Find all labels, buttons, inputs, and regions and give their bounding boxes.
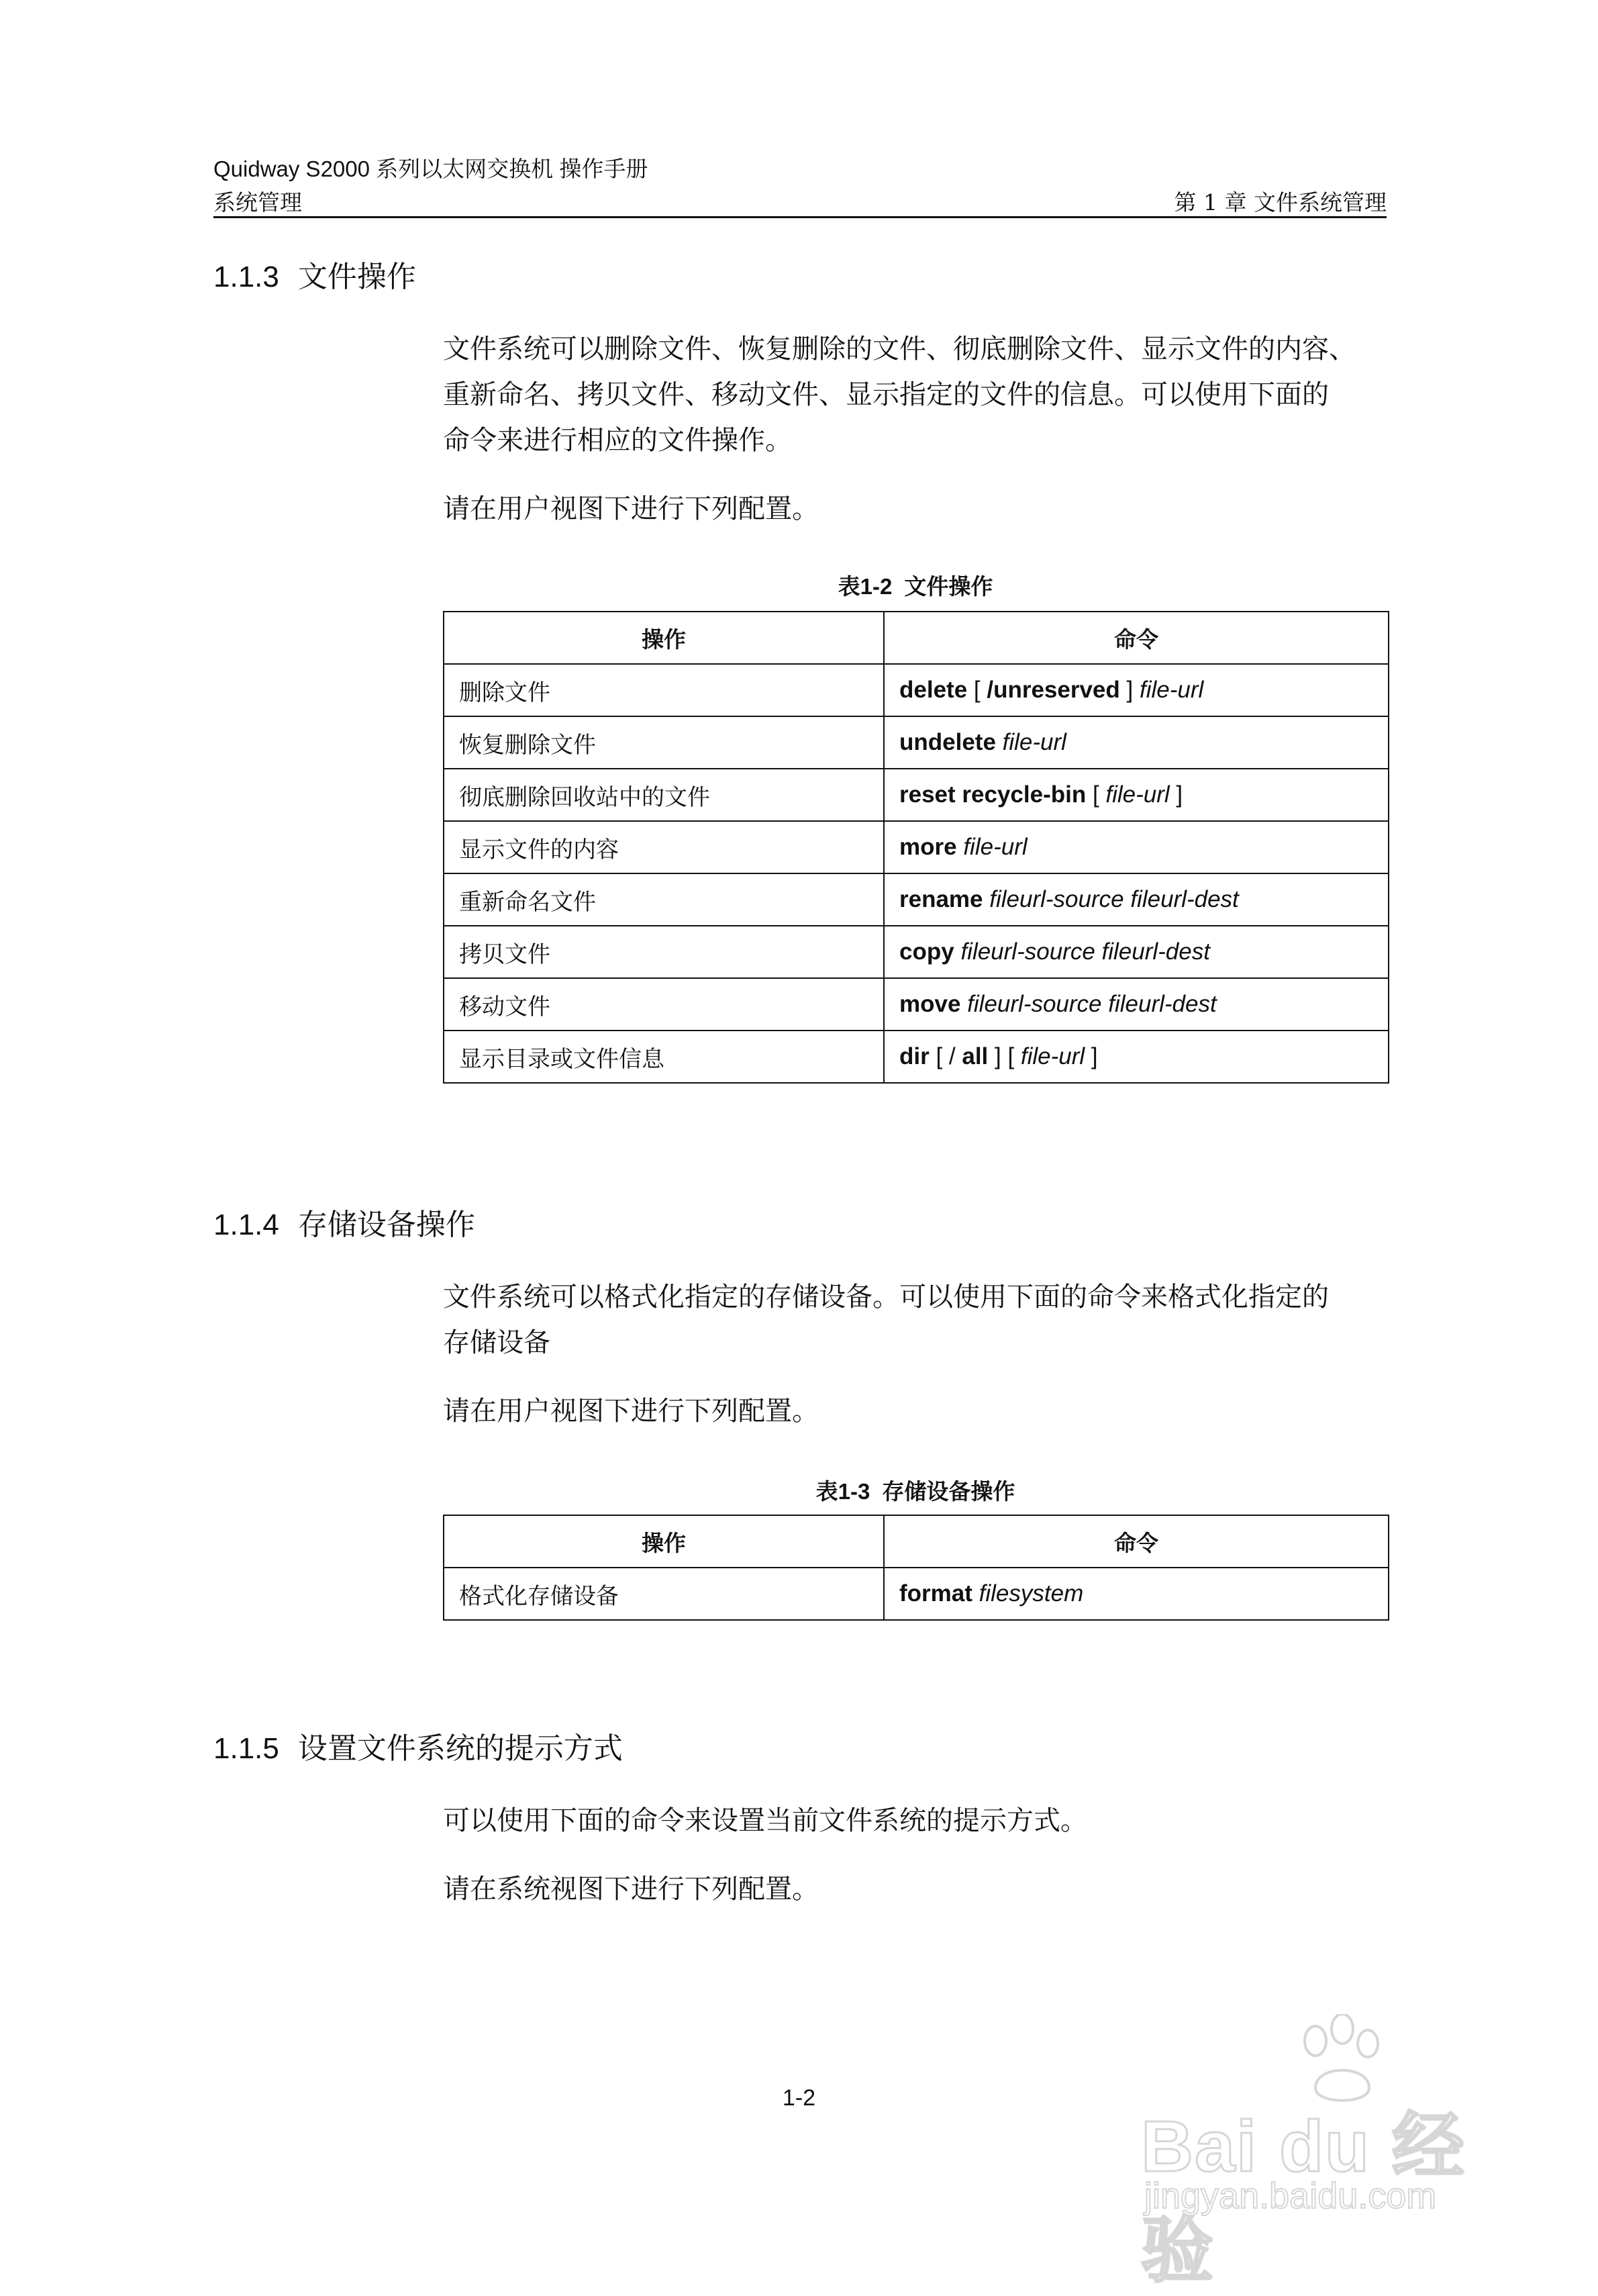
section-113-number: 1.1.3 xyxy=(213,260,279,293)
operation-cell: 恢复删除文件 xyxy=(444,716,884,769)
command-argument: fileurl-source fileurl-dest xyxy=(960,939,1210,965)
column-header-operation: 操作 xyxy=(444,612,884,664)
header-section-name: 系统管理 xyxy=(213,189,302,216)
section-114-heading xyxy=(213,1200,475,1243)
command-cell xyxy=(884,664,1389,716)
table-row xyxy=(444,873,1389,926)
table-row xyxy=(444,716,1389,769)
command-argument: file-url xyxy=(1105,781,1170,808)
section-114-intro-line2: 存储设备 xyxy=(443,1327,550,1358)
table-1-2-label: 表1-2 xyxy=(838,574,893,599)
column-header-operation: 操作 xyxy=(444,1515,884,1568)
command-keyword: copy xyxy=(899,939,954,965)
column-header-command: 命令 xyxy=(884,612,1389,664)
command-syntax xyxy=(960,991,967,1017)
table-1-3-caption xyxy=(443,1474,1388,1506)
command-cell xyxy=(884,716,1389,769)
operation-cell: 拷贝文件 xyxy=(444,926,884,978)
operation-cell: 移动文件 xyxy=(444,978,884,1031)
command-argument: file-url xyxy=(1002,729,1066,755)
section-113-intro xyxy=(443,326,1388,463)
command-keyword: more xyxy=(899,834,957,860)
table-row xyxy=(444,664,1389,716)
operation-cell: 显示目录或文件信息 xyxy=(444,1031,884,1083)
table-header-row xyxy=(444,1515,1389,1568)
command-keyword: move xyxy=(899,991,961,1017)
table-row xyxy=(444,821,1389,873)
command-keyword: undelete xyxy=(899,729,996,755)
table-1-3-title: 存储设备操作 xyxy=(882,1479,1015,1504)
command-syntax: ] xyxy=(1085,1043,1098,1069)
command-syntax xyxy=(972,1580,979,1607)
watermark-brand: Bai du 经验 xyxy=(1141,2105,1466,2291)
table-1-2-caption xyxy=(443,569,1388,601)
operation-cell: 重新命名文件 xyxy=(444,873,884,926)
column-header-command: 命令 xyxy=(884,1515,1389,1568)
command-syntax xyxy=(957,834,964,860)
command-syntax: [ xyxy=(1086,781,1106,808)
command-keyword: all xyxy=(962,1043,989,1069)
command-argument: fileurl-source fileurl-dest xyxy=(989,886,1239,912)
command-cell xyxy=(884,821,1389,873)
section-114-intro xyxy=(443,1274,1388,1366)
section-115-config-note: 请在系统视图下进行下列配置。 xyxy=(443,1874,819,1905)
command-cell xyxy=(884,1031,1389,1083)
file-operations-table xyxy=(443,611,1389,1084)
section-113-config-note: 请在用户视图下进行下列配置。 xyxy=(443,493,819,524)
section-113-intro-line3: 命令来进行相应的文件操作。 xyxy=(443,425,792,456)
header-manual-title: Quidway S2000 系列以太网交换机 操作手册 xyxy=(213,156,648,181)
watermark-site: jingyan.baidu.com xyxy=(1144,2176,1437,2216)
command-argument: file-url xyxy=(1020,1043,1085,1069)
section-113-title: 文件操作 xyxy=(297,260,416,293)
table-row xyxy=(444,769,1389,821)
command-keyword: reset recycle-bin xyxy=(899,781,1087,808)
section-115-title: 设置文件系统的提示方式 xyxy=(297,1732,623,1765)
table-row xyxy=(444,978,1389,1031)
table-row xyxy=(444,1568,1389,1620)
command-syntax: [ xyxy=(967,677,987,703)
command-keyword: /unreserved xyxy=(987,677,1120,703)
command-cell xyxy=(884,769,1389,821)
command-keyword: format xyxy=(899,1580,972,1607)
page-number: 1-2 xyxy=(782,2085,816,2111)
command-cell xyxy=(884,926,1389,978)
command-syntax: ] xyxy=(1169,781,1183,808)
command-syntax xyxy=(983,886,990,912)
command-cell xyxy=(884,978,1389,1031)
command-syntax: [ / xyxy=(929,1043,962,1069)
command-keyword: rename xyxy=(899,886,983,912)
command-keyword: dir xyxy=(899,1043,930,1069)
command-cell xyxy=(884,873,1389,926)
section-114-title: 存储设备操作 xyxy=(297,1208,475,1241)
table-row xyxy=(444,1031,1389,1083)
section-115-number: 1.1.5 xyxy=(213,1732,279,1765)
command-syntax xyxy=(954,939,961,965)
section-113-intro-line1: 文件系统可以删除文件、恢复删除的文件、彻底删除文件、显示文件的内容、 xyxy=(443,334,1356,365)
table-1-2-title: 文件操作 xyxy=(904,574,993,599)
command-cell xyxy=(884,1568,1389,1620)
section-114-number: 1.1.4 xyxy=(213,1208,279,1241)
header-rule xyxy=(213,216,1387,218)
command-syntax xyxy=(996,729,1003,755)
command-argument: filesystem xyxy=(979,1580,1084,1607)
section-114-intro-line1: 文件系统可以格式化指定的存储设备。可以使用下面的命令来格式化指定的 xyxy=(443,1282,1329,1312)
section-113-intro-line2: 重新命名、拷贝文件、移动文件、显示指定的文件的信息。可以使用下面的 xyxy=(443,379,1329,410)
command-keyword: delete xyxy=(899,677,968,703)
command-argument: file-url xyxy=(963,834,1028,860)
table-row xyxy=(444,926,1389,978)
header-chapter: 第 1 章 文件系统管理 xyxy=(1174,189,1387,216)
section-115-heading xyxy=(213,1724,623,1767)
command-argument: fileurl-source fileurl-dest xyxy=(967,991,1217,1017)
command-syntax: ] [ xyxy=(988,1043,1021,1069)
operation-cell: 格式化存储设备 xyxy=(444,1568,884,1620)
section-115-intro: 可以使用下面的命令来设置当前文件系统的提示方式。 xyxy=(443,1805,1087,1836)
section-114-config-note: 请在用户视图下进行下列配置。 xyxy=(443,1396,819,1427)
operation-cell: 显示文件的内容 xyxy=(444,821,884,873)
command-argument: file-url xyxy=(1139,677,1204,703)
section-113-heading xyxy=(213,252,416,295)
table-header-row xyxy=(444,612,1389,664)
baidu-jingyan-watermark xyxy=(1134,2014,1510,2291)
operation-cell: 彻底删除回收站中的文件 xyxy=(444,769,884,821)
operation-cell: 删除文件 xyxy=(444,664,884,716)
table-1-3-label: 表1-3 xyxy=(815,1479,870,1504)
command-syntax: ] xyxy=(1119,677,1140,703)
storage-operations-table xyxy=(443,1515,1389,1621)
